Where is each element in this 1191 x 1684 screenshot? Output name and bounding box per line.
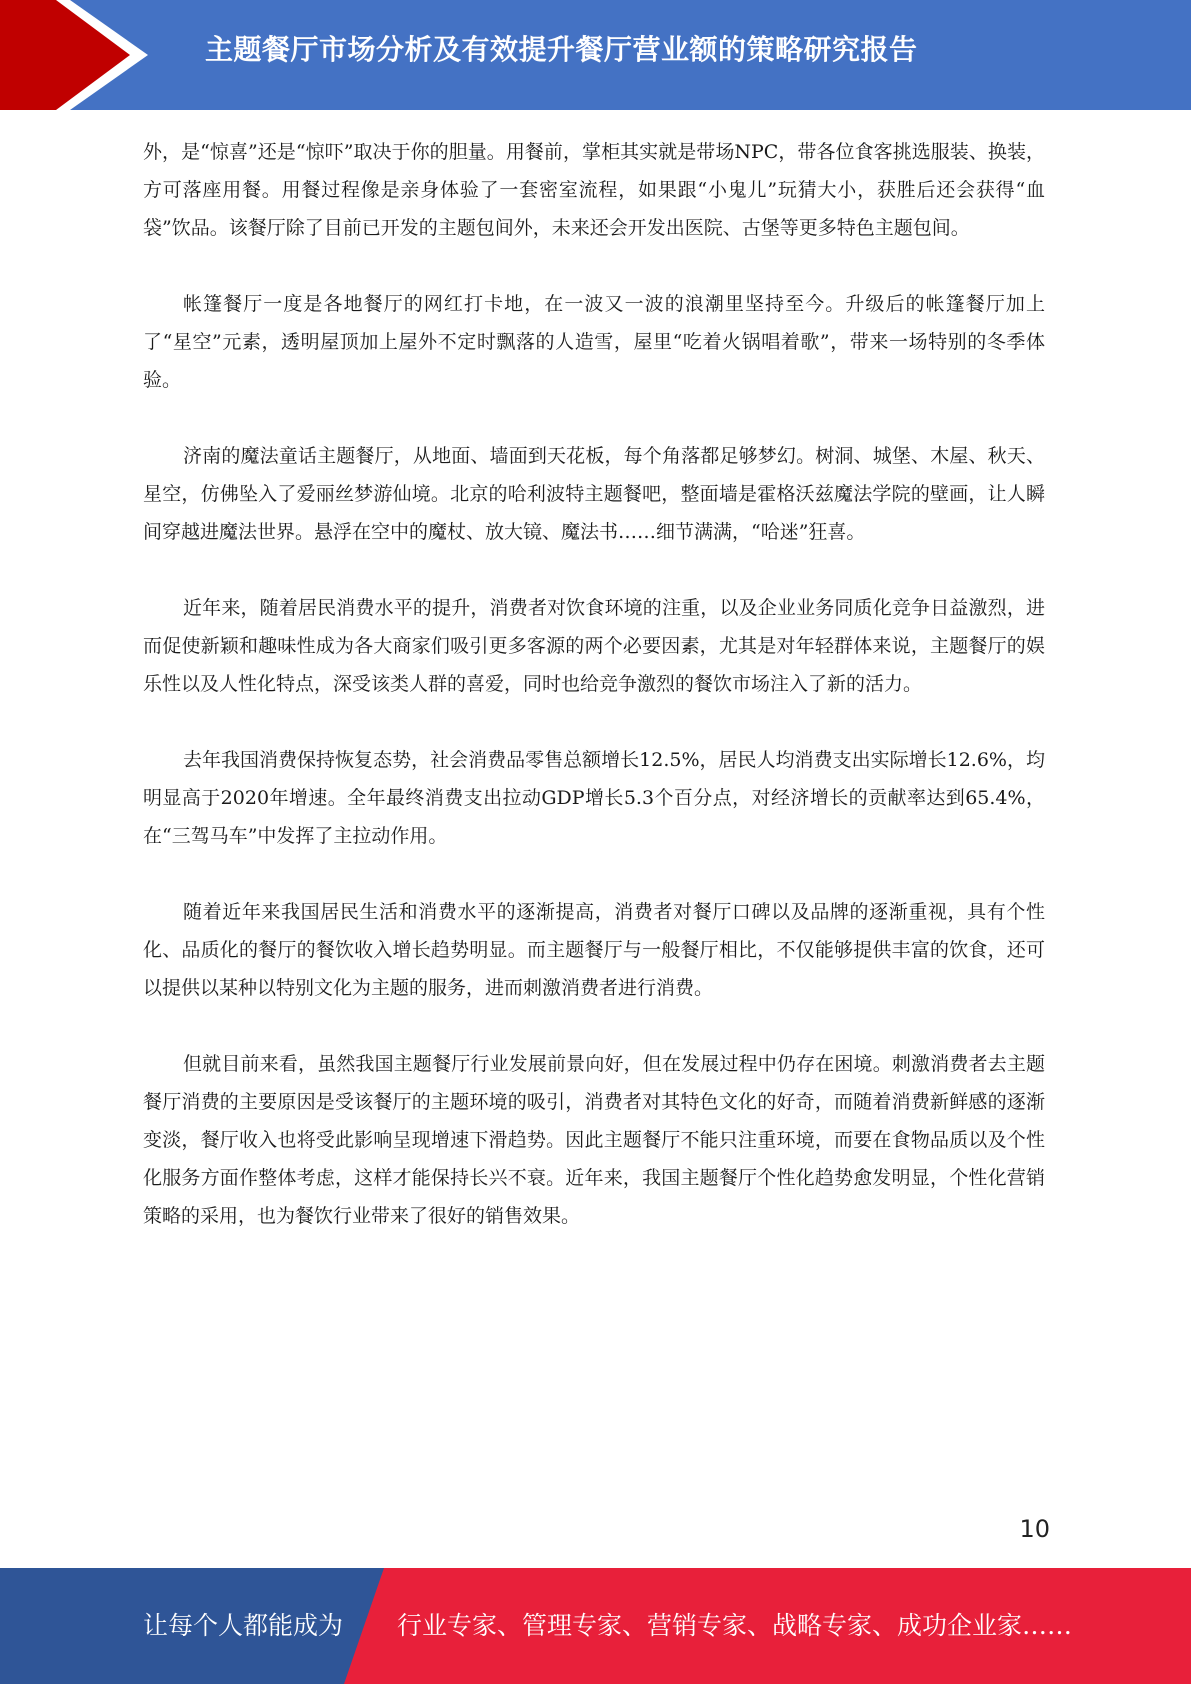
paragraph: 但就目前来看，虽然我国主题餐厅行业发展前景向好，但在发展过程中仍存在困境。刺激消费者去主题餐厅消费的主要原因是受该餐厅的主题环境的吸引，消费者对其特色文化的好奇，而随着消费新鲜感的逐渐变淡，餐厅收入也将受此影响呈现增速下滑趋势。因此主题餐厅不能只注重环境，而要在食物品质以及个性化服务方面作整体考虑，这样才能保持长兴不衰。近年来，我国主题餐厅个性化趋势愈发明显，个性化营销策略的采用，也为餐饮行业带来了很好的销售效果。 (143, 1053, 1045, 1227)
paragraph: 外，是“惊喜”还是“惊吓”取决于你的胆量。用餐前，掌柜其实就是带场NPC，带各位食客挑选服装、换装，方可落座用餐。用餐过程像是亲身体验了一套密室流程，如果跟“小鬼儿”玩猜大小，获胜后还会获得“血袋”饮品。该餐厅除了目前已开发的主题包间外，未来还会开发出医院、古堡等更多特色主题包间。 (143, 141, 1045, 239)
page-footer (0, 1568, 1191, 1684)
document-body (143, 133, 1045, 1273)
footer-slogan-right: 行业专家、管理专家、营销专家、战略专家、成功企业家…… (397, 1611, 1073, 1640)
paragraph: 随着近年来我国居民生活和消费水平的逐渐提高，消费者对餐厅口碑以及品牌的逐渐重视，具有个性化、品质化的餐厅的餐饮收入增长趋势明显。而主题餐厅与一般餐厅相比，不仅能够提供丰富的饮食，还可以提供以某种以特别文化为主题的服务，进而刺激消费者进行消费。 (143, 901, 1045, 999)
paragraph: 帐篷餐厅一度是各地餐厅的网红打卡地，在一波又一波的浪潮里坚持至今。升级后的帐篷餐厅加上了“星空”元素，透明屋顶加上屋外不定时飘落的人造雪，屋里“吃着火锅唱着歌”，带来一场特别的冬季体验。 (143, 293, 1045, 391)
paragraph: 去年我国消费保持恢复态势，社会消费品零售总额增长12.5%，居民人均消费支出实际增长12.6%，均明显高于2020年增速。全年最终消费支出拉动GDP增长5.3个百分点，对经济增长的贡献率达到65.4%，在“三驾马车”中发挥了主拉动作用。 (143, 749, 1045, 847)
footer-slogan-left: 让每个人都能成为 (143, 1611, 344, 1640)
paragraph: 济南的魔法童话主题餐厅，从地面、墙面到天花板，每个角落都足够梦幻。树洞、城堡、木屋、秋天、星空，仿佛坠入了爱丽丝梦游仙境。北京的哈利波特主题餐吧，整面墙是霍格沃兹魔法学院的壁画，让人瞬间穿越进魔法世界。悬浮在空中的魔杖、放大镜、魔法书……细节满满，“哈迷”狂喜。 (143, 445, 1045, 543)
report-title: 主题餐厅市场分析及有效提升餐厅营业额的策略研究报告 (205, 33, 918, 66)
page-number: 10 (1019, 1515, 1050, 1543)
paragraph: 近年来，随着居民消费水平的提升，消费者对饮食环境的注重，以及企业业务同质化竞争日益激烈，进而促使新颖和趣味性成为各大商家们吸引更多客源的两个必要因素，尤其是对年轻群体来说，主题餐厅的娱乐性以及人性化特点，深受该类人群的喜爱，同时也给竞争激烈的餐饮市场注入了新的活力。 (143, 597, 1045, 695)
page-header (0, 0, 1191, 110)
